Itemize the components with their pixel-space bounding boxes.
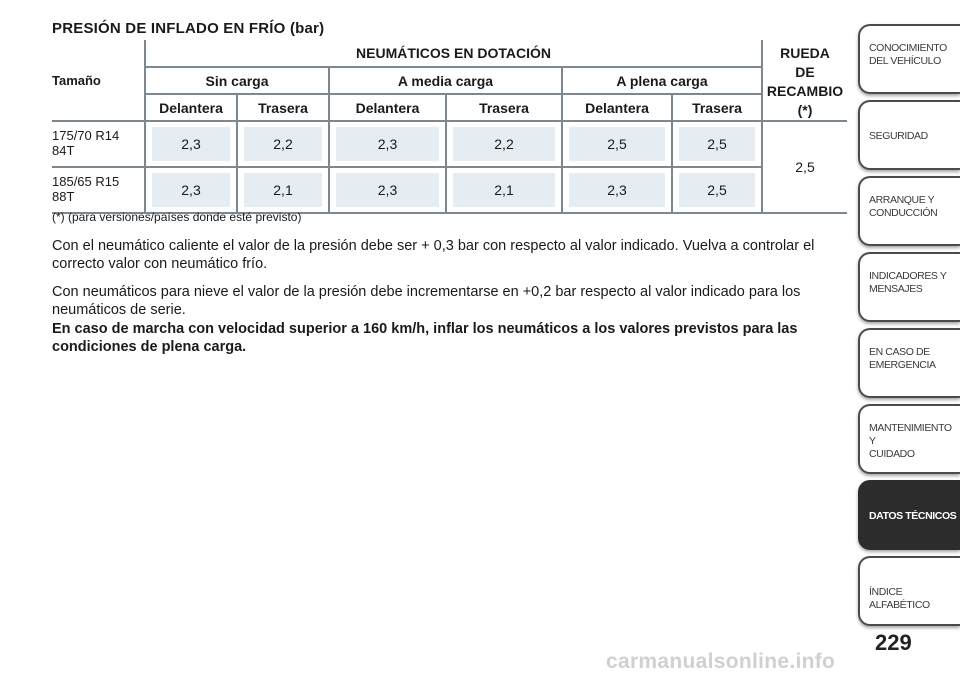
tab-seguridad[interactable] [858,100,960,170]
tab-label [869,346,936,372]
value-cell [145,167,237,213]
value-text: 2,5 [679,127,755,161]
value-text: 2,3 [336,127,439,161]
page-number: 229 [875,630,912,655]
header-spare-line: (*) [797,102,813,118]
row-size-line1: 185/65 R15 [52,174,120,189]
header-spare-line: RUEDA [780,45,830,61]
row-size [52,167,145,213]
value-text: 2,3 [152,173,230,207]
value-cell [562,167,672,213]
row-size-line2: 84T [52,143,75,158]
header-axle: Delantera [145,94,237,121]
tab-label-line: EMERGENCIA [869,359,936,371]
paragraph-hot-tire: Con el neumático caliente el valor de la presión debe ser + 0,3 bar con respecto al valor indicado. Vuelva a controlar el correcto valor con neumático frío. [52,238,815,272]
header-size: Tamaño [52,72,101,88]
tab-label [869,270,946,296]
value-cell [237,167,329,213]
spare-value: 2,5 [762,121,847,213]
tab-datos-tecnicos[interactable] [858,480,960,550]
tab-label [869,130,928,143]
tab-label-line: ÍNDICE ALFABÉTICO [869,586,930,611]
tab-label-line: CONDUCCIÓN [869,207,938,219]
tab-label-line: MENSAJES [869,283,923,295]
table-row [52,121,847,167]
row-size-line1: 175/70 R14 [52,128,120,143]
value-cell [446,167,562,213]
header-no-load: Sin carga [145,67,329,94]
tab-label-line: DATOS TÉCNICOS [869,510,957,522]
tire-pressure-table [52,40,847,214]
footnote: (*) (para versiones/países donde esté previsto) [52,210,302,224]
header-group: NEUMÁTICOS EN DOTACIÓN [145,40,762,67]
value-cell [672,121,762,167]
value-cell [562,121,672,167]
value-text: 2,3 [152,127,230,161]
tab-label-line: CUIDADO [869,448,915,460]
value-text: 2,3 [569,173,665,207]
tab-label-line: INDICADORES Y [869,270,947,282]
value-cell [329,167,446,213]
row-size-line2: 88T [52,189,75,204]
tab-arranque[interactable] [858,176,960,246]
header-axle: Delantera [329,94,446,121]
tab-label-line: ARRANQUE Y [869,194,935,206]
value-cell [672,167,762,213]
paragraph-snow-tires: Con neumáticos para nieve el valor de la presión debe incrementarse en +0,2 bar respecto al valor indicado para los neumáticos de serie. [52,284,801,318]
header-spare-line: DE [795,64,815,80]
tab-label [869,194,937,220]
value-text: 2,5 [569,127,665,161]
header-spare [762,40,847,121]
tab-label-line: MANTENIMIENTO Y [869,422,952,447]
tab-label-line: DEL VEHÍCULO [869,55,941,67]
value-text: 2,5 [679,173,755,207]
value-cell [237,121,329,167]
value-text: 2,1 [453,173,555,207]
value-text: 2,3 [336,173,439,207]
header-spare-line: RECAMBIO [766,83,844,99]
header-axle: Delantera [562,94,672,121]
tab-indicadores[interactable] [858,252,960,322]
value-cell [446,121,562,167]
tab-label-line: SEGURIDAD [869,130,928,142]
value-cell [329,121,446,167]
tab-label [869,510,956,523]
header-full-load: A plena carga [562,67,762,94]
tab-emergencia[interactable] [858,328,960,398]
tab-label [869,422,960,461]
tab-label [869,42,947,68]
tab-label-line: CONOCIMIENTO [869,42,947,54]
header-axle: Trasera [446,94,562,121]
value-text: 2,1 [244,173,322,207]
tab-conocimiento[interactable] [858,24,960,94]
tab-mantenimiento[interactable] [858,404,960,474]
tab-label [869,586,960,612]
tab-indice[interactable] [858,556,960,626]
page-title [52,20,324,37]
row-size [52,121,145,167]
header-axle: Trasera [237,94,329,121]
header-half-load: A media carga [329,67,562,94]
value-cell [145,121,237,167]
value-text: 2,2 [244,127,322,161]
table-row [52,167,847,213]
title-main: PRESIÓN DE INFLADO EN FRÍO [52,20,286,37]
header-axle: Trasera [672,94,762,121]
value-text: 2,2 [453,127,555,161]
title-unit: (bar) [289,20,325,37]
tab-label-line: EN CASO DE [869,346,930,358]
watermark: carmanualsonline.info [606,650,836,673]
paragraph-high-speed: En caso de marcha con velocidad superior a 160 km/h, inflar los neumáticos a los valores previstos para las condiciones de plena carga. [52,321,798,355]
